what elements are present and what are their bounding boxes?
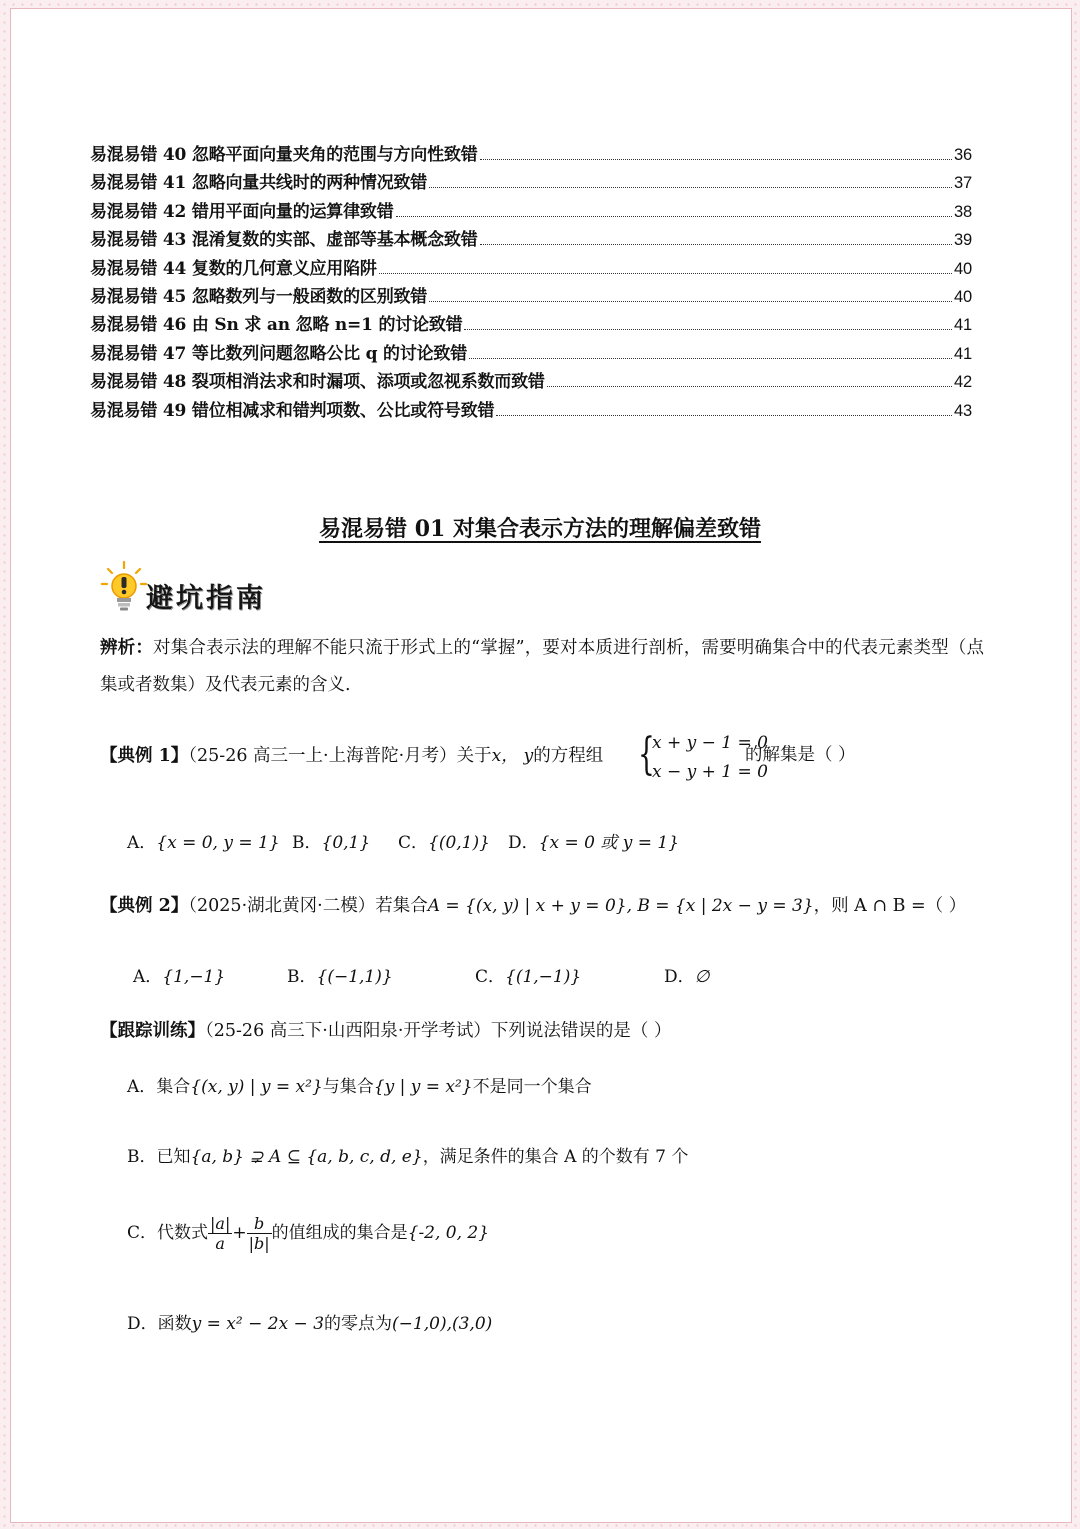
toc-title: 易混易错 49 错位相减求和错判项数、公比或符号致错	[90, 400, 495, 421]
option-body: ∅	[694, 967, 710, 987]
toc-title: 易混易错 41 忽略向量共线时的两种情况致错	[90, 173, 428, 194]
example-2-sets: A = {(x, y) | x + y = 0}, B = {x | 2x − y = 3}	[427, 896, 814, 916]
toc-title: 易混易错 44 复数的几何意义应用陷阱	[90, 258, 377, 279]
toc-row[interactable]	[90, 310, 972, 338]
ex1-option-a[interactable]	[127, 828, 280, 853]
toc-title: 易混易错 45 忽略数列与一般函数的区别致错	[90, 286, 428, 307]
option-text: 与集合	[322, 1077, 374, 1097]
option-math: {-2, 0, 2}	[407, 1223, 490, 1243]
system-brace: {	[638, 729, 655, 780]
toc-row[interactable]	[90, 140, 972, 168]
option-math: {a, b} ⊋ A ⊆ {a, b, c, d, e}	[190, 1147, 423, 1167]
toc-page-number: 41	[954, 344, 972, 363]
option-text: 代数式	[157, 1223, 209, 1243]
toc-page-number: 36	[954, 146, 972, 164]
option-body: {1,−1}	[162, 967, 226, 987]
example-2-label: 【典例 2】	[100, 896, 189, 916]
toc-leader-dots	[396, 216, 953, 217]
option-label: B．	[287, 967, 317, 987]
training-option-d[interactable]	[127, 1309, 492, 1334]
option-label: B．	[292, 833, 322, 853]
option-label: C．	[475, 967, 506, 987]
option-text: 集合	[156, 1077, 191, 1097]
toc-leader-dots	[480, 159, 953, 160]
toc-page-number: 41	[954, 316, 972, 335]
example-1-source: （25-26 高三一上·上海普陀·月考）关于	[188, 746, 492, 766]
plus-sign: +	[232, 1223, 247, 1243]
option-body: {(0,1)}	[428, 833, 490, 853]
toc-page-number: 37	[954, 174, 972, 193]
toc-leader-dots	[469, 358, 952, 359]
system-eq-1: x + y − 1 = 0	[652, 733, 768, 753]
table-of-contents	[90, 140, 972, 424]
analysis-text: 对集合表示法的理解不能只流于形式上的“掌握”，要对本质进行剖析，需要明确集合中的代表元素类型（点集或者数集）及代表元素的含义.	[100, 638, 985, 695]
toc-title: 易混易错 46 由 Sn 求 an 忽略 n=1 的讨论致错	[90, 315, 463, 336]
example-2-source: （2025·湖北黄冈·二模）若集合	[188, 896, 428, 916]
option-label: D．	[508, 833, 539, 853]
analysis-paragraph	[100, 630, 984, 704]
option-math: {(x, y) | y = x²}	[190, 1077, 323, 1097]
training-option-c[interactable]	[127, 1214, 489, 1253]
option-body: {(−1,1)}	[316, 967, 393, 987]
example-1-vars: x， y	[491, 746, 534, 766]
system-eq-2: x − y + 1 = 0	[652, 762, 768, 782]
ex1-option-b[interactable]	[292, 828, 370, 853]
toc-page-number: 42	[954, 373, 972, 392]
option-label: A．	[127, 1077, 157, 1097]
toc-leader-dots	[379, 273, 952, 274]
lightbulb-icon	[100, 560, 148, 618]
option-body: {0,1}	[321, 833, 371, 853]
toc-page-number: 39	[954, 231, 972, 250]
toc-page-number: 40	[954, 287, 972, 306]
example-2-stem	[100, 892, 966, 917]
fraction-b-over-abs-b	[247, 1214, 272, 1253]
fraction-abs-a-over-a	[208, 1214, 232, 1253]
example-2-tail: ，则 A ∩ B =（ ）	[813, 896, 967, 916]
option-label: C．	[127, 1223, 158, 1243]
option-text: 不是同一个集合	[472, 1077, 592, 1097]
option-body: {(1,−1)}	[505, 967, 582, 987]
toc-page-number: 38	[954, 202, 972, 221]
ex1-option-c[interactable]	[398, 828, 490, 853]
toc-leader-dots	[480, 244, 953, 245]
toc-title: 易混易错 42 错用平面向量的运算律致错	[90, 201, 394, 222]
toc-row[interactable]	[90, 225, 972, 253]
ex2-option-c[interactable]	[475, 962, 581, 987]
toc-row[interactable]	[90, 367, 972, 395]
toc-title: 易混易错 43 混淆复数的实部、虚部等基本概念致错	[90, 230, 478, 251]
fraction-denominator: a	[215, 1234, 225, 1253]
toc-leader-dots	[496, 415, 952, 416]
toc-leader-dots	[464, 329, 952, 330]
option-text: 的值组成的集合是	[271, 1223, 408, 1243]
toc-leader-dots	[429, 187, 952, 188]
option-label: C．	[398, 833, 429, 853]
fraction-denominator: |b|	[248, 1234, 270, 1253]
training-stem	[100, 1017, 671, 1042]
option-body: {x = 0 或 y = 1}	[538, 833, 680, 853]
toc-row[interactable]	[90, 396, 972, 424]
ex2-option-a[interactable]	[133, 962, 225, 987]
section-title: 易混易错 01 对集合表示方法的理解偏差致错	[319, 516, 761, 542]
option-body: {x = 0, y = 1}	[156, 833, 280, 853]
example-1-tail: 的解集是（ ）	[745, 745, 856, 765]
option-label: D．	[664, 967, 695, 987]
option-math: y = x² − 2x − 3	[191, 1314, 325, 1334]
fraction-numerator: b	[247, 1214, 272, 1234]
option-label: D．	[127, 1314, 158, 1334]
option-text: ，满足条件的集合 A 的个数有 7 个	[422, 1147, 689, 1167]
ex2-option-d[interactable]	[664, 962, 709, 987]
toc-row[interactable]	[90, 197, 972, 225]
toc-title: 易混易错 48 裂项相消法求和时漏项、添项或忽视系数而致错	[90, 372, 545, 393]
toc-row[interactable]	[90, 254, 972, 282]
option-label: B．	[127, 1147, 157, 1167]
example-1-label: 【典例 1】	[100, 746, 189, 766]
option-math: (−1,0),(3,0)	[392, 1314, 493, 1334]
example-1-mid: 的方程组	[533, 746, 604, 766]
ex2-option-b[interactable]	[287, 962, 393, 987]
toc-leader-dots	[429, 301, 952, 302]
toc-row[interactable]	[90, 168, 972, 196]
pitfall-guide-banner	[100, 560, 310, 620]
option-text: 已知	[156, 1147, 191, 1167]
toc-page-number: 43	[954, 401, 972, 420]
training-option-a[interactable]	[127, 1072, 592, 1097]
toc-row[interactable]	[90, 282, 972, 310]
fraction-numerator: |a|	[210, 1214, 231, 1233]
toc-row[interactable]	[90, 339, 972, 367]
option-text: 函数	[157, 1314, 192, 1334]
training-label: 【跟踪训练】	[100, 1021, 205, 1041]
analysis-label: 辨析：	[100, 638, 154, 658]
toc-page-number: 40	[954, 259, 972, 278]
option-label: A．	[133, 967, 163, 987]
training-option-b[interactable]	[127, 1142, 688, 1167]
ex1-option-d[interactable]	[508, 828, 679, 853]
example-1-stem	[100, 741, 603, 767]
option-math: {y | y = x²}	[373, 1077, 473, 1097]
toc-title: 易混易错 40 忽略平面向量夹角的范围与方向性致错	[90, 145, 478, 165]
toc-leader-dots	[547, 386, 952, 387]
training-source: （25-26 高三下·山西阳泉·开学考试）下列说法错误的是（ ）	[205, 1021, 672, 1041]
option-text: 的零点为	[324, 1314, 393, 1334]
toc-title: 易混易错 47 等比数列问题忽略公比 q 的讨论致错	[90, 343, 468, 364]
guide-label: 避坑指南	[146, 583, 266, 614]
option-label: A．	[127, 833, 157, 853]
